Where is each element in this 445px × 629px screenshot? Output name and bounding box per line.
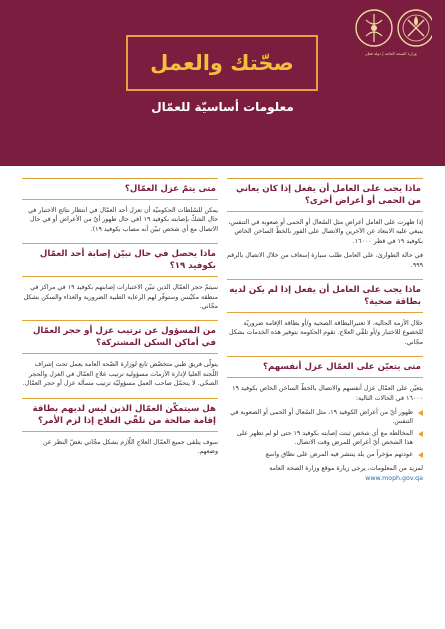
section-when-isolated [22, 178, 218, 234]
right-column [227, 178, 423, 492]
moph-website-link[interactable]: www.moph.gov.qa [365, 474, 423, 482]
section-paragraph: سيتمّ حجر العمّال الذين تبيّن الاختبارات إصابتهم بكوفيد ١٩ في مراكز في منطقة مكيّنس وستوفّر لهم الرعاية الطبية الضرورية والغذاء والسكن بشكل مجّاني. [23, 284, 218, 311]
section-positive-case [22, 243, 218, 311]
section-paragraph: في حالة الطوارئ، على العامل طلب سيارة إسعاف من خلال الاتصال بالرقم ٩٩٩. [226, 252, 423, 269]
section-title: ماذا يجب على العامل أن يفعل إذا لم يكن لديه بطاقة صحية؟ [227, 279, 423, 313]
section-paragraph: يمكن للسُلطات الحكوميّة أن تعزل أحد العمّال في انتظار نتائج الاختبار في حال الشكّ بإصابته بكوفيد ١٩ (في حال ظهور أيّ من الأعراض أو في حال الاتصال مع أي شخص تبيّن أنه مصاب بكوفيد ١٩). [28, 207, 218, 233]
section-paragraph: يتولّى فريق طبي متخصّص تابع لوزارة الصّحة العامة يعمل تحت إشراف اللّجنة العليا لإدارة الأزمات مسؤولية ترتيب علاج العمّال في العزل والحجر الصحّي. لا يتحمّل صاحب العمل مسؤوليّة ترتيب مسألة عزل أو حجر العمّال. [22, 361, 218, 388]
section-title: متى يتعيّن على العمّال عزل أنفسهم؟ [227, 356, 423, 378]
isolation-cases-list [227, 408, 423, 459]
header-banner [0, 0, 445, 166]
section-no-health-card [227, 279, 423, 347]
ministry-logo [347, 6, 435, 64]
section-responsibility [22, 320, 218, 388]
ministry-emblem-icon [350, 6, 432, 50]
section-paragraph: سوف يتلقى جميع العمّال العلاج اللّازم بشكل مجّاني بغضّ النظر عن وضعهم. [43, 438, 218, 456]
section-paragraph: يتعيّن على العمّال عزل أنفسهم والاتصال بالخطّ الساخن الخاص بكوفيد ١٩ ١٦٠٠٠ في الحالات التالية: [232, 385, 423, 402]
section-title: هل سيتمكّن العمّال الذين ليس لديهم بطاقة إقامة صالحة من تلقّي العلاج إذا لزم الأمر؟ [22, 398, 218, 432]
page-title: صحّتك والعمل [150, 51, 294, 75]
list-item: عودتهم مؤخراً من بلد ينتشر فيه المرض على نطاق واسع [227, 450, 423, 459]
logo-caption: وزارة الصحة العامة | دولة قطر [365, 51, 417, 56]
list-item: المخالطة مع أي شخص ثبتت إصابته بكوفيد ١٩ حتى لو لم تظهر على هذا الشخص أيّ أعراض للمرض وقت الاتصال. [227, 429, 423, 448]
section-title: ماذا يحصل في حال تبيّن إصابة أحد العمّال بكوفيد ١٩؟ [22, 243, 218, 277]
more-info-text: لمزيد من المعلومات، يرجى زيارة موقع وزارة الصحة العامة [269, 465, 423, 473]
section-paragraph: خلال الأزمة الحالية، لا تعتبرالبطاقة الصحية و/أو بطاقة الإقامة ضروريّة للخضوع للاختبار و/أو تلقّي العلاج. تقوم الحكومة بتوفير هذه الخدمات بشكل مجّاني. [228, 320, 423, 346]
title-frame [126, 35, 318, 91]
section-self-isolation [227, 356, 423, 483]
list-item: ظهور أيّ من أعراض الكوفيد ١٩، مثل السُعال أو الحمى أو الصعوبة في التنفس. [227, 408, 423, 427]
section-no-residence-card [22, 398, 218, 457]
section-title: من المسؤول عن ترتيب عزل أو حجر العمّال في أماكن السكن المشتركة؟ [22, 320, 218, 354]
page-subtitle: معلومات أساسيّة للعمّال [151, 100, 294, 114]
section-title: ماذا يجب على العامل أن يفعل إذا كان يعاني من الحمى أو أعراض أخرى؟ [227, 178, 423, 212]
left-column [22, 178, 218, 465]
section-paragraph: إذا ظهرت على العامل أعراض مثل السُعال أو الحمى أو صعوبة في التنفس، ينبغي عليه الابتعاد عن الآخرين والاتصال على الفور بالخطّ الساخن الخاص بكوفيد ١٩ في قطر ١٦٠٠٠. [228, 219, 423, 245]
section-fever-symptoms [227, 178, 423, 270]
section-title: متى يتمّ عزل العمّال؟ [22, 178, 218, 200]
